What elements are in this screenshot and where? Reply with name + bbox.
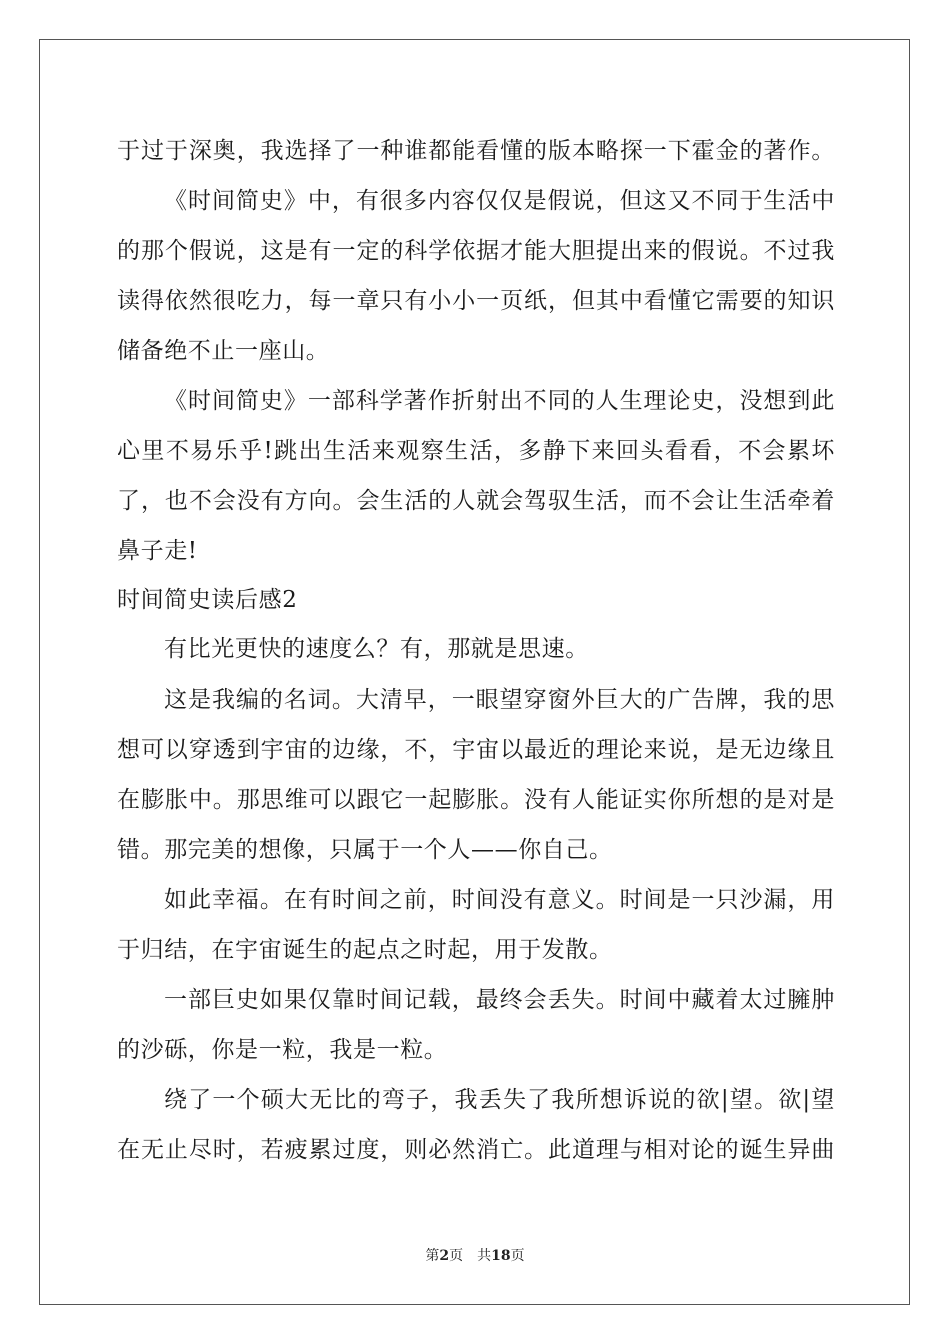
text-line: 于过于深奥，我选择了一种谁都能看懂的版本略探一下霍金的著作。	[117, 138, 835, 164]
total-prefix: 共	[477, 1248, 492, 1264]
text-line: 储备绝不止一座山。	[117, 338, 330, 364]
text-line: 如此幸福。在有时间之前，时间没有意义。时间是一只沙漏，用	[164, 887, 835, 913]
text-line: 想可以穿透到宇宙的边缘，不，宇宙以最近的理论来说，是无边缘且	[117, 737, 835, 763]
text-line: 读得依然很吃力，每一章只有小小一页纸，但其中看懂它需要的知识	[117, 288, 835, 314]
page-number: 2	[439, 1248, 450, 1264]
text-line: 的那个假说，这是有一定的科学依据才能大胆提出来的假说。不过我	[117, 238, 835, 264]
text-line: 《时间简史》一部科学著作折射出不同的人生理论史，没想到此	[164, 388, 835, 414]
text-line: 绕了一个硕大无比的弯子，我丢失了我所想诉说的欲|望。欲|望	[164, 1087, 835, 1113]
page-footer	[0, 1246, 950, 1266]
text-line: 的沙砾，你是一粒，我是一粒。	[117, 1037, 448, 1063]
total-suffix: 页	[510, 1248, 525, 1264]
text-line: 《时间简史》中，有很多内容仅仅是假说，但这又不同于生活中	[164, 188, 835, 214]
text-line: 在无止尽时，若疲累过度，则必然消亡。此道理与相对论的诞生异曲	[117, 1137, 835, 1163]
total-pages: 18	[491, 1248, 511, 1264]
page-suffix: 页	[449, 1248, 464, 1264]
text-line: 了，也不会没有方向。会生活的人就会驾驭生活，而不会让生活牵着	[117, 488, 835, 514]
text-line: 于归结，在宇宙诞生的起点之时起，用于发散。	[117, 937, 613, 963]
text-line: 一部巨史如果仅靠时间记载，最终会丢失。时间中藏着太过臃肿	[164, 987, 835, 1013]
page-border	[39, 39, 910, 1305]
text-line: 心里不易乐乎!跳出生活来观察生活，多静下来回头看看，不会累坏	[117, 438, 835, 464]
page-prefix: 第	[425, 1248, 440, 1264]
text-line: 在膨胀中。那思维可以跟它一起膨胀。没有人能证实你所想的是对是	[117, 787, 835, 813]
text-line: 错。那完美的想像，只属于一个人——你自己。	[117, 837, 613, 863]
section-heading: 时间简史读后感2	[117, 587, 298, 613]
text-line: 有比光更快的速度么？有，那就是思速。	[164, 636, 589, 662]
text-line: 这是我编的名词。大清早，一眼望穿窗外巨大的广告牌，我的思	[164, 687, 835, 713]
text-line: 鼻子走!	[117, 538, 198, 564]
